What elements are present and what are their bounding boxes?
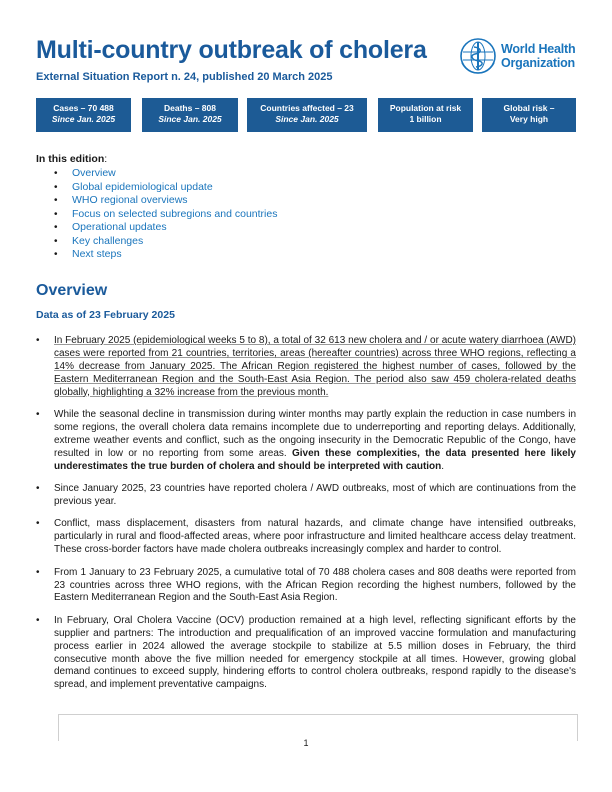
summary-boxes — [36, 98, 576, 132]
report-subtitle: External Situation Report n. 24, published 20 March 2025 — [36, 71, 333, 83]
para-5: From 1 January to 23 February 2025, a cumulative total of 70 488 cholera cases and 808 deaths were reported from 23 countries across three WHO regions, with the African Region recording the highest numbers, followed by the Eastern Mediterranean Region and the South-East Asia Region. — [54, 566, 576, 604]
edition-link-next-steps[interactable]: • Next steps — [54, 248, 277, 262]
countries-box — [247, 98, 367, 132]
who-emblem-icon — [459, 37, 497, 75]
who-logo — [459, 37, 579, 75]
para-2-bold: Given these complexities, the data presented here likely underestimates the true burden of cholera and should be interpreted with caution — [54, 447, 576, 472]
box-label: Deaths – 808 — [164, 103, 216, 113]
overview-bullets — [36, 335, 576, 702]
overview-heading: Overview — [36, 282, 108, 299]
edition-heading — [36, 153, 107, 165]
list-item — [36, 335, 576, 400]
edition-link-regional[interactable]: • WHO regional overviews — [54, 194, 277, 208]
edition-link-global-update[interactable]: • Global epidemiological update — [54, 181, 277, 195]
list-item — [36, 483, 576, 509]
para-6: In February, Oral Cholera Vaccine (OCV) production remained at a high level, reflecting significant efforts by the supplier and partners: The introduction and prequalification of an improved vaccine formulation and manufacturing process earlier in 2024 allowed the average stockpile to stabilize at 5.5 million doses in February, the third consecutive month above the five million needed for emergency stockpile at all times. However, growing global demand continues to exceed supply, hindering efforts to control cholera outbreaks, respond rapidly to the disease's spread, and implement preventative campaigns. — [54, 614, 576, 691]
deaths-box — [142, 98, 238, 132]
who-logo-text — [501, 42, 575, 70]
table-frame — [58, 714, 578, 741]
list-item — [36, 518, 576, 557]
logo-line-1: World Health — [501, 42, 576, 56]
population-box — [378, 98, 473, 132]
para-4: Conflict, mass displacement, disasters from natural hazards, and climate change have intensified outbreaks, particularly in rural and flood-affected areas, where poor infrastructure and limited healthcare access delay treatment. These cross-border factors have made cholera outbreaks increasingly complex and harder to control. — [54, 518, 576, 556]
box-sub: Since Jan. 2025 — [51, 114, 116, 124]
data-date: Data as of 23 February 2025 — [36, 309, 175, 321]
risk-box — [482, 98, 576, 132]
list-item — [36, 409, 576, 474]
logo-line-2: Organization — [501, 56, 575, 70]
box-label: Global risk – — [503, 103, 555, 113]
para-1: In February 2025 (epidemiological weeks 5 to 8), a total of 32 613 new cholera and / or acute watery diarrhoea (AWD) cases were reported from 21 countries, territories, areas (hereafter countries) across three WHO regions, reflecting a 14% decrease from January 2025. The African Region registered the highest number of cases, followed by the Eastern Mediterranean Region and the South-East Asia Region. The period also saw 459 cholera-related deaths globally, highlighting a 32% increase from the previous month. — [54, 335, 576, 398]
box-sub: Since Jan. 2025 — [275, 114, 339, 124]
list-item — [36, 567, 576, 606]
page-number: 1 — [303, 738, 309, 748]
edition-colon: : — [104, 153, 108, 165]
report-title: Multi-country outbreak of cholera — [36, 36, 427, 64]
edition-heading-text: In this edition — [36, 153, 105, 165]
list-item — [36, 615, 576, 692]
para-2a: While the seasonal decline in transmission during winter months may partly explain the reduction in case numbers in some regions, the overall cholera data remains incomplete due to underreporting and reporting delays. Additionally, extreme weather events and conflict, such as the ongoing insecurity in the Democratic Republic of the Congo, have resulted in low or no reporting from some areas. — [54, 409, 576, 459]
box-label: Cases – 70 488 — [53, 103, 114, 113]
para-2c: . — [441, 460, 445, 472]
box-label: Countries affected – 23 — [260, 103, 354, 113]
para-3: Since January 2025, 23 countries have reported cholera / AWD outbreaks, most of which are continuations from the previous year. — [54, 483, 576, 507]
edition-list — [54, 167, 277, 262]
edition-link-focus[interactable]: • Focus on selected subregions and countries — [54, 208, 277, 222]
cases-box — [36, 98, 131, 132]
box-sub: Very high — [509, 114, 549, 124]
box-sub: 1 billion — [409, 114, 442, 124]
edition-link-overview[interactable]: • Overview — [54, 167, 277, 181]
box-sub: Since Jan. 2025 — [158, 114, 222, 124]
box-label: Population at risk — [389, 103, 462, 113]
edition-link-challenges[interactable]: • Key challenges — [54, 235, 277, 249]
edition-link-operational[interactable]: • Operational updates — [54, 221, 277, 235]
